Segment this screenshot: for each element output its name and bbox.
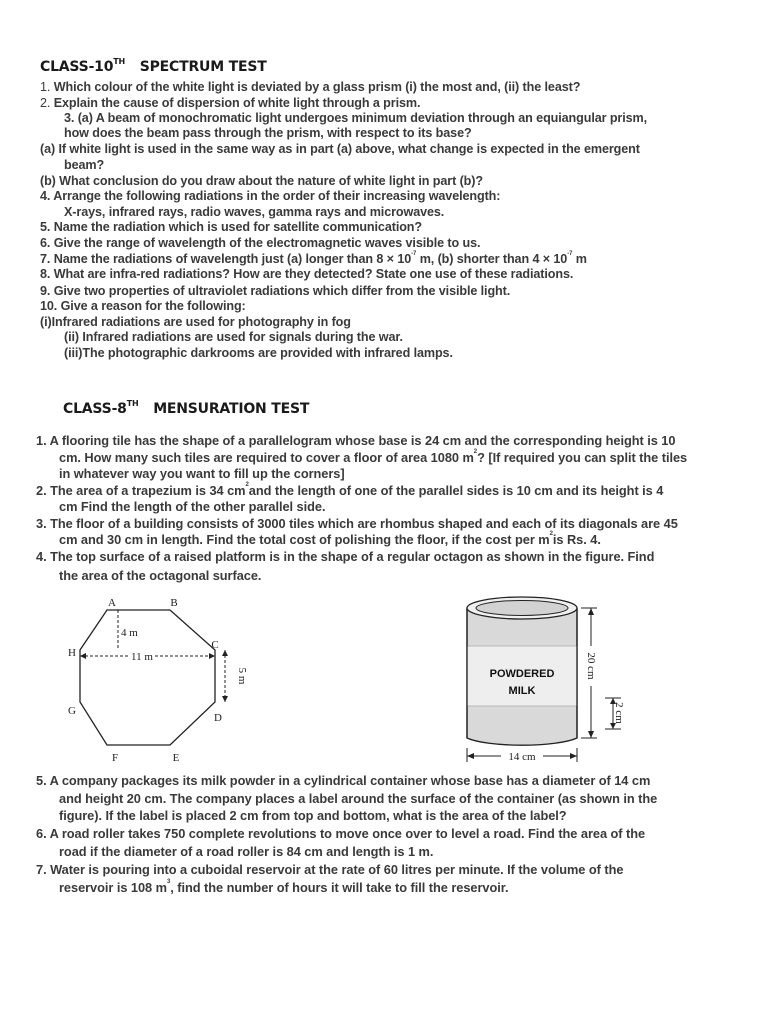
- label-text-2: MILK: [508, 685, 536, 697]
- spectrum-q3c: (b) What conclusion do you draw about the nature of white light in part (b)?: [40, 174, 483, 188]
- diameter-label: 14 cm: [508, 751, 536, 763]
- gap-label: 2 cm: [613, 702, 625, 724]
- spectrum-q8: 8. What are infra-red radiations? How are they detected? State one use of these radiations.: [40, 267, 574, 281]
- mensuration-q6: 6. A road roller takes 750 complete revolutions to move once over to level a road. Find the area of the: [36, 826, 646, 841]
- vertex-a: A: [108, 597, 116, 609]
- mensuration-q2-cont: cm Find the length of the other parallel side.: [59, 499, 326, 514]
- spectrum-q1: 1. Which colour of the white light is deviated by a glass prism (i) the most and, (ii) the least?: [40, 80, 581, 94]
- vertex-c: C: [211, 639, 219, 651]
- mensuration-q3: 3. The floor of a building consists of 3000 tiles which are rhombus shaped and each of its diagonals are 45: [36, 516, 678, 531]
- mensuration-q1-cont2: in whatever way you want to fill up the corners]: [59, 466, 345, 481]
- octagon-figure: [60, 594, 250, 766]
- mensuration-q1-cont: cm. How many such tiles are required to cover a floor of area 1080 $m^2$? [If required you can split the tiles: [59, 449, 688, 465]
- spectrum-q10-ii: (ii) Infrared radiations are used for signals during the war.: [64, 330, 403, 344]
- height-label: 20 cm: [585, 652, 597, 680]
- spectrum-q5: 5. Name the radiation which is used for satellite communication?: [40, 220, 422, 234]
- spectrum-q10-iii: (iii)The photographic darkrooms are provided with infrared lamps.: [64, 346, 453, 360]
- spectrum-q10-i: (i)Infrared radiations are used for photography in fog: [40, 315, 351, 329]
- spectrum-heading: CLASS-10TH SPECTRUM TEST: [40, 57, 267, 75]
- spectrum-q3b: (a) If white light is used in the same way as in part (a) above, what change is expected in the emergent: [40, 142, 640, 156]
- mensuration-q5-cont2: figure). If the label is placed 2 cm from top and bottom, what is the area of the label?: [59, 808, 567, 823]
- spectrum-q4: 4. Arrange the following radiations in the order of their increasing wavelength:: [40, 189, 501, 203]
- spectrum-q7: 7. Name the radiations of wavelength just (a) longer than $8 \times 10^{-7}$ m, (b) shorter than $4 \times 10^{-7}$ m: [40, 251, 587, 266]
- vertex-h: H: [68, 647, 76, 659]
- spectrum-q4-list: X-rays, infrared rays, radio waves, gamma rays and microwaves.: [64, 205, 445, 219]
- spectrum-q6: 6. Give the range of wavelength of the electromagnetic waves visible to us.: [40, 236, 481, 250]
- vertex-e: E: [172, 752, 180, 764]
- spectrum-q3b-cont: beam?: [64, 158, 105, 172]
- spectrum-q3a: 3. (a) A beam of monochromatic light undergoes minimum deviation through an equiangular prism,: [64, 111, 648, 125]
- spectrum-q2: 2. Explain the cause of dispersion of white light through a prism.: [40, 96, 421, 110]
- mensuration-q6-cont: road if the diameter of a road roller is 84 cm and length is 1 m.: [59, 844, 434, 859]
- mensuration-q7: 7. Water is pouring into a cuboidal reservoir at the rate of 60 litres per minute. If the volume of the: [36, 862, 624, 877]
- width-label: 11 m: [131, 651, 153, 663]
- label-text-1: POWDERED: [489, 668, 555, 680]
- mensuration-q3-cont: cm and 30 cm in length. Find the total cost of polishing the floor, if the cost per $m^2is$ Rs. 4.: [59, 531, 601, 547]
- mensuration-q1: 1. A flooring tile has the shape of a parallelogram whose base is 24 cm and the corresponding height is 10: [36, 433, 676, 448]
- vertex-f: F: [111, 752, 119, 764]
- mensuration-q2: 2. The area of a trapezium is 34 $cm^2and$ the length of one of the parallel sides is 10 cm and its height is 4: [36, 482, 664, 498]
- mensuration-q5-cont: and height 20 cm. The company places a label around the surface of the container (as shown in the: [59, 791, 658, 806]
- mensuration-q7-cont: reservoir is 108 $m^3$, find the number of hours it will take to fill the reservoir.: [59, 879, 509, 895]
- mensuration-q4-cont: the area of the octagonal surface.: [59, 568, 262, 583]
- vertex-g: G: [68, 705, 76, 717]
- mensuration-q5: 5. A company packages its milk powder in a cylindrical container whose base has a diameter of 14 cm: [36, 773, 651, 788]
- mensuration-q4: 4. The top surface of a raised platform is in the shape of a regular octagon as shown in the figure. Find: [36, 549, 655, 564]
- spectrum-q9: 9. Give two properties of ultraviolet radiations which differ from the visible light.: [40, 284, 511, 298]
- vertex-b: B: [170, 597, 178, 609]
- cylinder-figure: [455, 590, 635, 770]
- spectrum-q3a-cont: how does the beam pass through the prism, with respect to its base?: [64, 126, 472, 140]
- side-label: 5 m: [236, 667, 248, 685]
- vertex-d: D: [214, 712, 222, 724]
- spectrum-q10: 10. Give a reason for the following:: [40, 299, 246, 313]
- mensuration-heading: CLASS-8TH MENSURATION TEST: [63, 399, 310, 417]
- octagon-shape: [80, 610, 215, 745]
- height-label: 4 m: [121, 627, 138, 639]
